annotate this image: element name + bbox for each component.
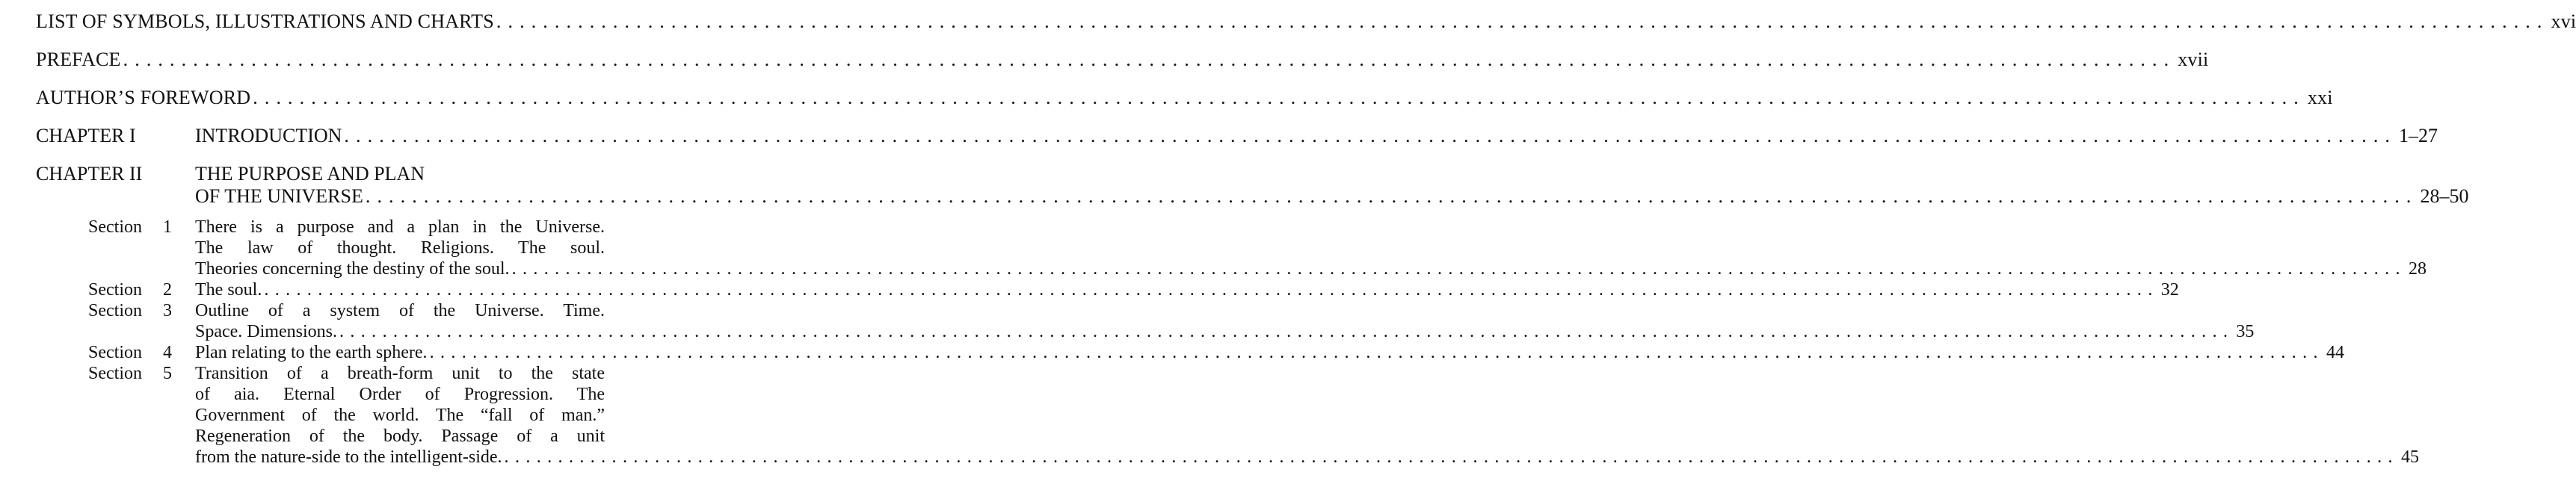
section-text-line: Space. Dimensions. — [195, 322, 337, 341]
chapter-pages: 1–27 — [2399, 125, 2438, 146]
toc-entry-preface[interactable] — [36, 49, 2209, 71]
section-body — [195, 363, 2419, 468]
chapter-number: CHAPTER I — [36, 125, 136, 146]
dot-leader — [123, 49, 2176, 71]
dot-leader — [496, 10, 2549, 33]
section-text-line: of aia. Eternal Order of Progression. The — [195, 385, 605, 404]
chapter-title-line — [195, 125, 2438, 147]
dot-leader — [339, 321, 2234, 342]
section-text-line: There is a purpose and a plan in the Universe. — [195, 217, 605, 237]
section-text — [195, 363, 605, 447]
chapter-pages: 28–50 — [2420, 185, 2469, 207]
section-last-line — [195, 258, 2426, 279]
section-label — [88, 363, 194, 468]
section-number: 4 — [163, 343, 172, 362]
section-text-line: Outline of a system of the Universe. Time. — [195, 301, 605, 320]
toc-entry-title: PREFACE — [36, 49, 121, 70]
section-text-line: The soul. — [195, 280, 262, 300]
section-last-line — [195, 342, 2344, 363]
section-word: Section — [88, 217, 142, 237]
dot-leader — [344, 125, 2397, 147]
chapter-title-line — [195, 185, 2468, 208]
section-word: Section — [88, 301, 142, 320]
toc-entry-page: xvi — [2551, 10, 2576, 32]
chapter-title: INTRODUCTION — [195, 125, 342, 146]
toc-section-3[interactable] — [36, 300, 2255, 342]
dot-leader — [505, 447, 2399, 468]
section-word: Section — [88, 280, 142, 300]
toc-section-2[interactable] — [36, 279, 2179, 300]
section-number: 3 — [163, 301, 172, 320]
section-body — [195, 342, 2344, 363]
chapter-body — [195, 125, 2438, 147]
toc-entry-title: LIST OF SYMBOLS, ILLUSTRATIONS AND CHARTS — [36, 10, 494, 32]
dot-leader — [430, 342, 2324, 363]
section-word: Section — [88, 364, 142, 383]
dot-leader — [264, 279, 2158, 300]
section-label — [88, 342, 194, 363]
section-word: Section — [88, 343, 142, 362]
section-last-line — [195, 279, 2179, 300]
section-text — [195, 300, 605, 321]
section-body — [195, 217, 2426, 279]
toc-section-1[interactable] — [36, 217, 2426, 279]
section-text-line: Plan relating to the earth sphere. — [195, 343, 428, 362]
toc-entry-page: xxi — [2307, 87, 2333, 108]
table-of-contents — [36, 10, 2576, 468]
toc-chapter-2[interactable] — [36, 163, 2469, 208]
section-number: 2 — [163, 280, 172, 300]
section-text — [195, 217, 605, 258]
toc-chapter-1[interactable] — [36, 125, 2438, 147]
toc-section-4[interactable] — [36, 342, 2344, 363]
chapter-body — [195, 163, 2468, 208]
dot-leader — [512, 258, 2406, 279]
toc-entry-foreword[interactable] — [36, 87, 2333, 109]
chapter-title: THE PURPOSE AND PLAN — [195, 163, 425, 185]
section-last-line — [195, 447, 2419, 468]
toc-section-5[interactable] — [36, 363, 2419, 468]
section-text-line: The law of thought. Religions. The soul. — [195, 238, 605, 258]
section-label — [88, 279, 194, 300]
toc-entry-symbols[interactable] — [36, 10, 2576, 33]
section-page: 35 — [2236, 322, 2255, 341]
section-text-line: from the nature-side to the intelligent-side. — [195, 447, 502, 467]
section-page: 44 — [2326, 343, 2344, 362]
dot-leader — [253, 87, 2305, 109]
section-label — [88, 300, 194, 342]
section-page: 45 — [2400, 447, 2419, 467]
section-page: 32 — [2160, 280, 2179, 300]
section-label — [88, 217, 194, 279]
toc-entry-page: xvii — [2178, 49, 2209, 70]
section-text-line: Theories concerning the destiny of the soul. — [195, 259, 510, 279]
dot-leader — [366, 185, 2418, 208]
section-text-line: Government of the world. The “fall of man.” — [195, 406, 605, 425]
section-body — [195, 300, 2254, 342]
section-text-line: Transition of a breath-form unit to the state — [195, 364, 605, 383]
section-number: 1 — [163, 217, 172, 237]
section-list — [36, 217, 2426, 468]
section-page: 28 — [2408, 259, 2426, 279]
section-last-line — [195, 321, 2254, 342]
toc-entry-title: AUTHOR’S FOREWORD — [36, 87, 251, 108]
chapter-number: CHAPTER II — [36, 163, 143, 185]
section-body — [195, 279, 2179, 300]
chapter-title: OF THE UNIVERSE — [195, 185, 363, 207]
section-number: 5 — [163, 364, 172, 383]
section-text-line: Regeneration of the body. Passage of a unit — [195, 427, 605, 446]
